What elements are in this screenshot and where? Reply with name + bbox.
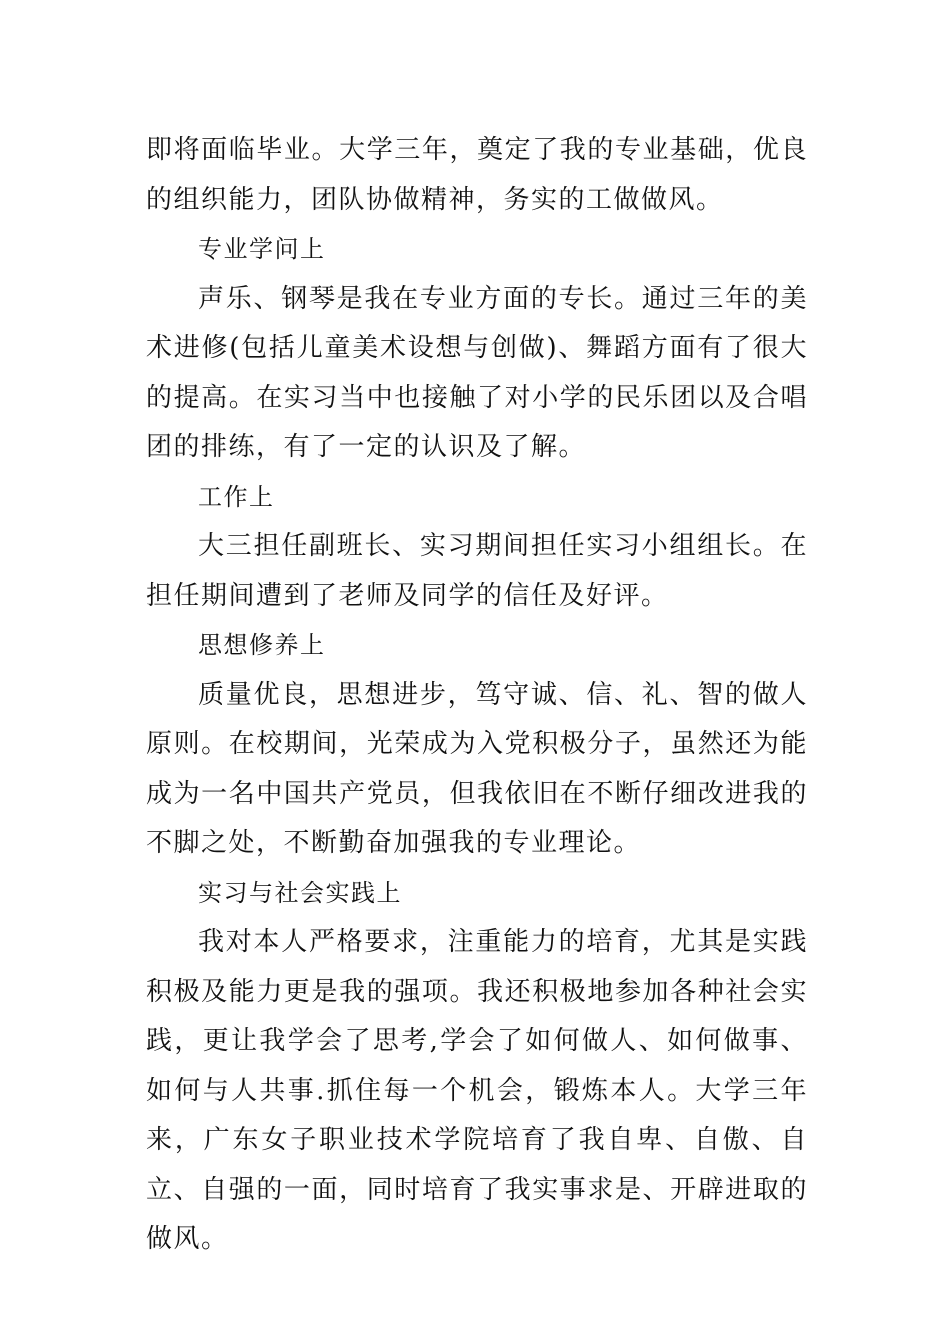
paragraph-continued: 即将面临毕业。大学三年，奠定了我的专业基础，优良的组织能力，团队协做精神，务实的工做做风。	[146, 135, 808, 215]
section-heading-moral-cultivation: 思想修养上	[198, 631, 326, 659]
paragraph-moral-cultivation: 质量优良，思想进步，笃守诚、信、礼、智的做人原则。在校期间，光荣成为入党积极分子，虽然还为能成为一名中国共产党员，但我依旧在不断仔细改进我的不脚之处，不断勤奋加强我的专业理论。	[146, 679, 808, 858]
paragraph-professional-knowledge: 声乐、钢琴是我在专业方面的专长。通过三年的美术进修(包括儿童美术设想与创做)、舞蹈方面有了很大的提高。在实习当中也接触了对小学的民乐团以及合唱团的排练，有了一定的认识及了解。	[146, 283, 808, 462]
paragraph-internship-practice: 我对本人严格要求，注重能力的培育，尤其是实践积极及能力更是我的强项。我还积极地参加各种社会实践，更让我学会了思考,学会了如何做人、如何做事、如何与人共事.抓住每一个机会，锻炼本人。大学三年来，广东女子职业技术学院培育了我自卑、自傲、自立、自强的一面，同时培育了我实事求是、开辟进取的做风。	[146, 927, 808, 1254]
paragraph-work: 大三担任副班长、实习期间担任实习小组组长。在担任期间遭到了老师及同学的信任及好评。	[146, 531, 808, 611]
section-heading-professional-knowledge: 专业学问上	[198, 235, 326, 263]
document-body	[146, 126, 808, 1265]
section-heading-work: 工作上	[198, 482, 275, 511]
section-heading-internship-practice: 实习与社会实践上	[198, 878, 402, 907]
